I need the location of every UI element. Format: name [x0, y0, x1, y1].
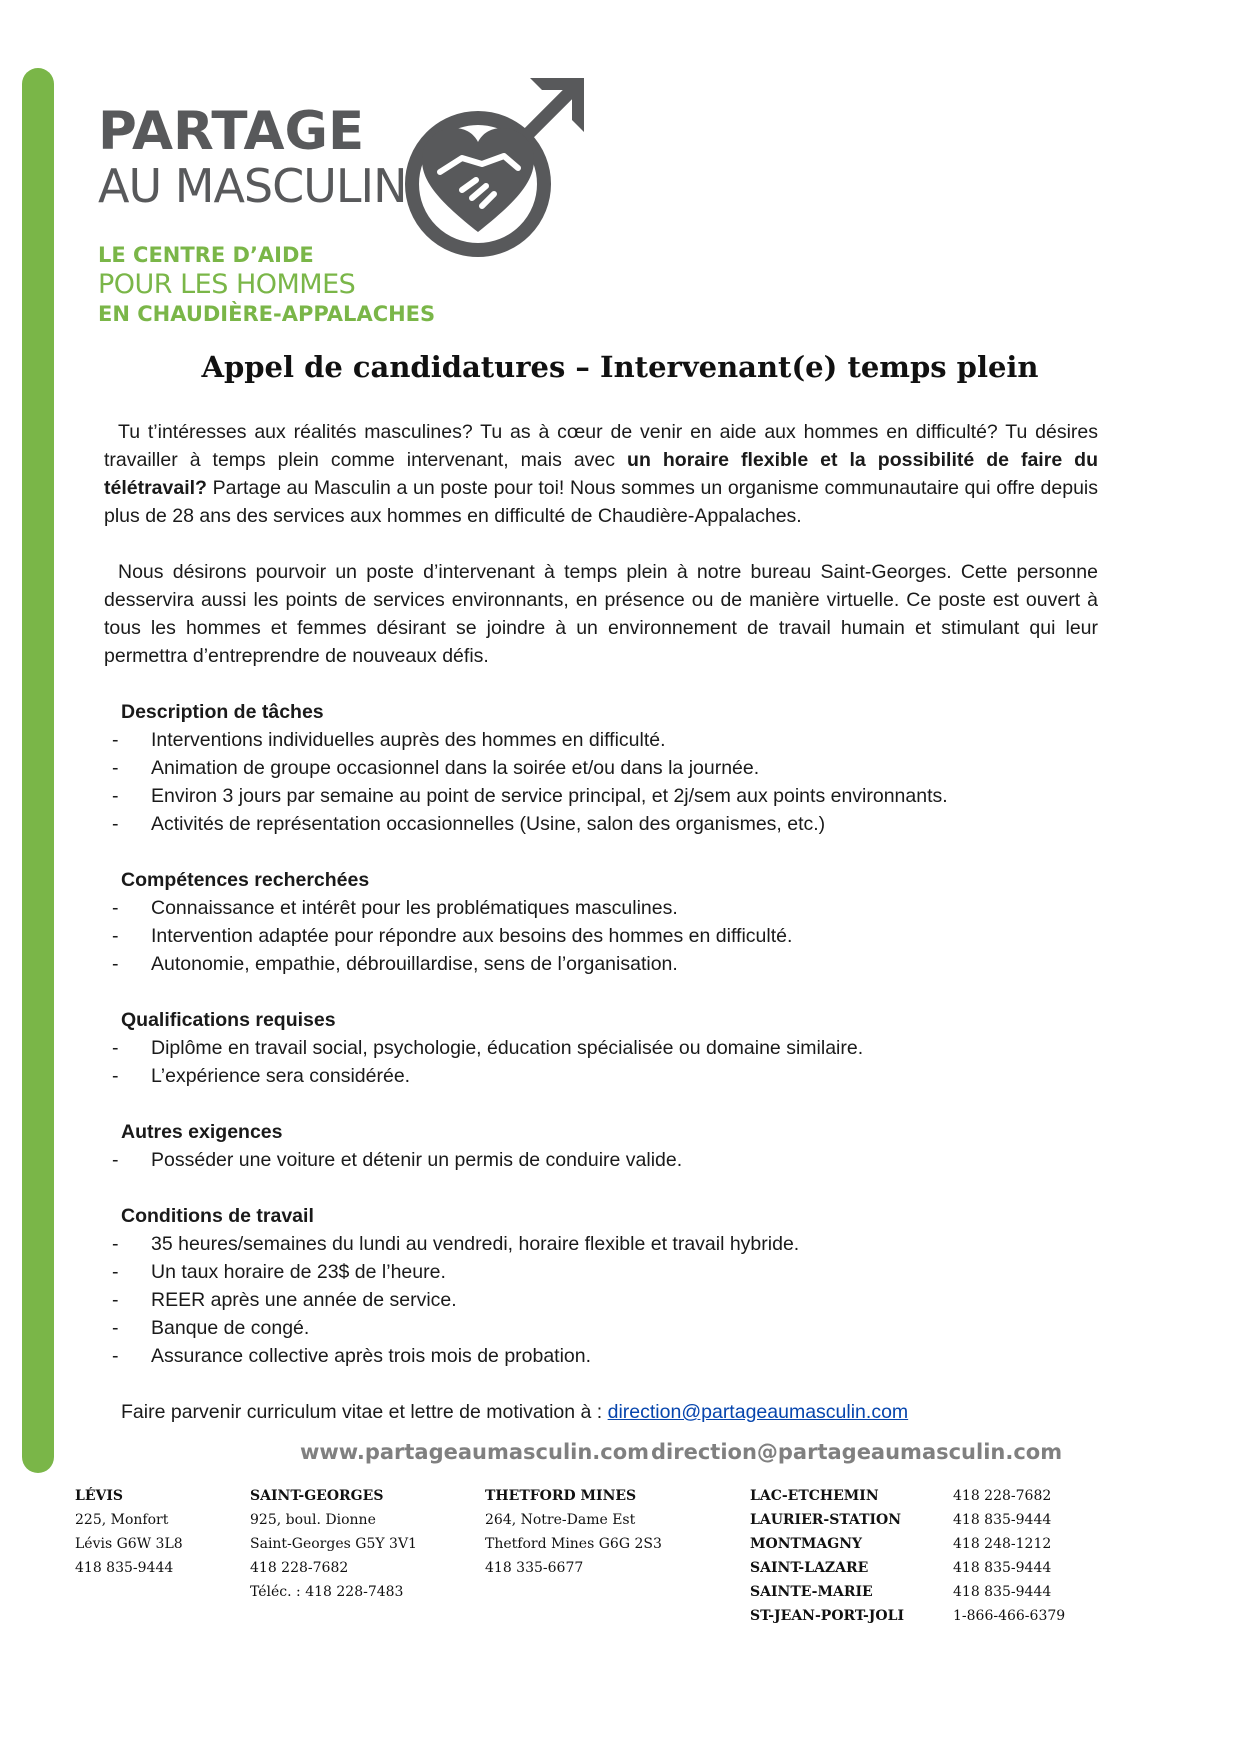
office-line: Lévis G6W 3L8	[75, 1536, 183, 1552]
section-heading: Conditions de travail	[121, 1205, 314, 1227]
intro-paragraph-1	[104, 418, 1098, 530]
list-item: - Interventions individuelles auprès des hommes en difficulté.	[112, 729, 666, 751]
section-task-description	[104, 698, 1098, 838]
office-line: 264, Notre-Dame Est	[485, 1512, 636, 1528]
list-item: - Activités de représentation occasionnelles (Usine, salon des organismes, etc.)	[112, 813, 826, 835]
list-item: - Animation de groupe occasionnel dans la soirée et/ou dans la journée.	[112, 757, 760, 779]
intro-bold-text: un horaire flexible et la possibilité de faire du télétravail?	[104, 449, 1098, 499]
office-line: 225, Monfort	[75, 1512, 169, 1528]
footer-website[interactable]: www.partageaumasculin.com	[300, 1440, 650, 1464]
intro-text-a: Tu t’intéresses aux réalités masculines? Tu as à cœur de venir en aide aux hommes en difficulté? Tu désires travailler à temps plein comme intervenant, mais avec	[104, 421, 1098, 471]
office-city: THETFORD MINES	[485, 1488, 637, 1504]
list-item: - Connaissance et intérêt pour les problématiques masculines.	[112, 897, 678, 919]
list-item: - Banque de congé.	[112, 1317, 310, 1339]
service-point-row: LAURIER-STATION 418 835-9444	[750, 1512, 1052, 1528]
list-item: - Environ 3 jours par semaine au point de service principal, et 2j/sem aux points environnants.	[112, 785, 948, 807]
logo-line-1: PARTAGE	[98, 101, 365, 162]
list-item: - Diplôme en travail social, psychologie, éducation spécialisée ou domaine similaire.	[112, 1037, 864, 1059]
application-email-link[interactable]: direction@partageaumasculin.com	[607, 1401, 909, 1423]
job-posting-body	[104, 418, 1098, 1426]
service-points-list	[750, 1484, 1080, 1628]
section-heading: Autres exigences	[121, 1121, 283, 1143]
application-instructions	[104, 1398, 1098, 1426]
service-point-row: MONTMAGNY 418 248-1212	[750, 1536, 1052, 1552]
list-item: - Posséder une voiture et détenir un permis de conduire valide.	[112, 1149, 683, 1171]
service-point-row: LAC-ETCHEMIN 418 228-7682	[750, 1488, 1052, 1504]
office-line: 925, boul. Dionne	[250, 1512, 376, 1528]
office-line: Téléc. : 418 228-7483	[250, 1584, 404, 1600]
section-heading: Description de tâches	[121, 701, 324, 723]
list-item: - Un taux horaire de 23$ de l’heure.	[112, 1261, 446, 1283]
section-other-requirements	[104, 1118, 1098, 1174]
office-line: 418 335-6677	[485, 1560, 584, 1576]
logo-wordmark	[98, 101, 407, 213]
tagline-line-1: LE CENTRE D’AIDE	[98, 243, 314, 267]
service-point-row: SAINT-LAZARE 418 835-9444	[750, 1560, 1052, 1576]
page-title: Appel de candidatures – Intervenant(e) temps plein	[201, 350, 1039, 384]
office-line: 418 835-9444	[75, 1560, 174, 1576]
office-line: 418 228-7682	[250, 1560, 349, 1576]
list-item: - REER après une année de service.	[112, 1289, 457, 1311]
section-work-conditions	[104, 1202, 1098, 1370]
intro-text-b: Partage au Masculin a un poste pour toi! Nous sommes un organisme communautaire qui offre depuis plus de 28 ans des services aux hommes en difficulté de Chaudière-Appalaches.	[104, 477, 1098, 527]
list-item: - L’expérience sera considérée.	[112, 1065, 411, 1087]
tagline-line-2: POUR LES HOMMES	[98, 269, 356, 300]
office-thetford-mines	[485, 1484, 662, 1580]
office-levis	[75, 1484, 183, 1580]
service-point-row: ST-JEAN-PORT-JOLI 1-866-466-6379	[750, 1608, 1066, 1624]
intro-paragraph-2: Nous désirons pourvoir un poste d’intervenant à temps plein à notre bureau Saint-Georges. Cette personne desservira aussi les points de services environnants, en présence ou de manière virtuelle. Ce poste est ouvert à tous les hommes et femmes désirant se joindre à un environnement de travail humain et stimulant qui leur permettra d’entreprendre de nouveaux défis.	[104, 561, 1098, 667]
list-item: - Intervention adaptée pour répondre aux besoins des hommes en difficulté.	[112, 925, 793, 947]
office-line: Saint-Georges G5Y 3V1	[250, 1536, 417, 1552]
list-item: - Assurance collective après trois mois de probation.	[112, 1345, 592, 1367]
office-city: SAINT-GEORGES	[250, 1488, 384, 1504]
footer-email[interactable]: direction@partageaumasculin.com	[651, 1440, 1063, 1464]
office-line: Thetford Mines G6G 2S3	[485, 1536, 662, 1552]
tagline-line-3: EN CHAUDIÈRE-APPALACHES	[98, 302, 436, 326]
list-item: - 35 heures/semaines du lundi au vendredi, horaire flexible et travail hybride.	[112, 1233, 800, 1255]
office-saint-georges	[250, 1484, 417, 1604]
list-item: - Autonomie, empathie, débrouillardise, sens de l’organisation.	[112, 953, 678, 975]
male-symbol-heart-handshake-icon	[400, 72, 590, 262]
section-qualifications	[104, 1006, 1098, 1090]
office-city: LÉVIS	[75, 1488, 124, 1504]
section-heading: Compétences recherchées	[121, 869, 370, 891]
section-heading: Qualifications requises	[121, 1009, 336, 1031]
logo-line-2: AU MASCULIN	[98, 159, 407, 213]
logo-tagline	[98, 241, 435, 328]
service-point-row: SAINTE-MARIE 418 835-9444	[750, 1584, 1052, 1600]
decorative-green-bar	[22, 68, 54, 1473]
section-skills	[104, 866, 1098, 978]
application-text: Faire parvenir curriculum vitae et lettre de motivation à :	[121, 1401, 608, 1423]
